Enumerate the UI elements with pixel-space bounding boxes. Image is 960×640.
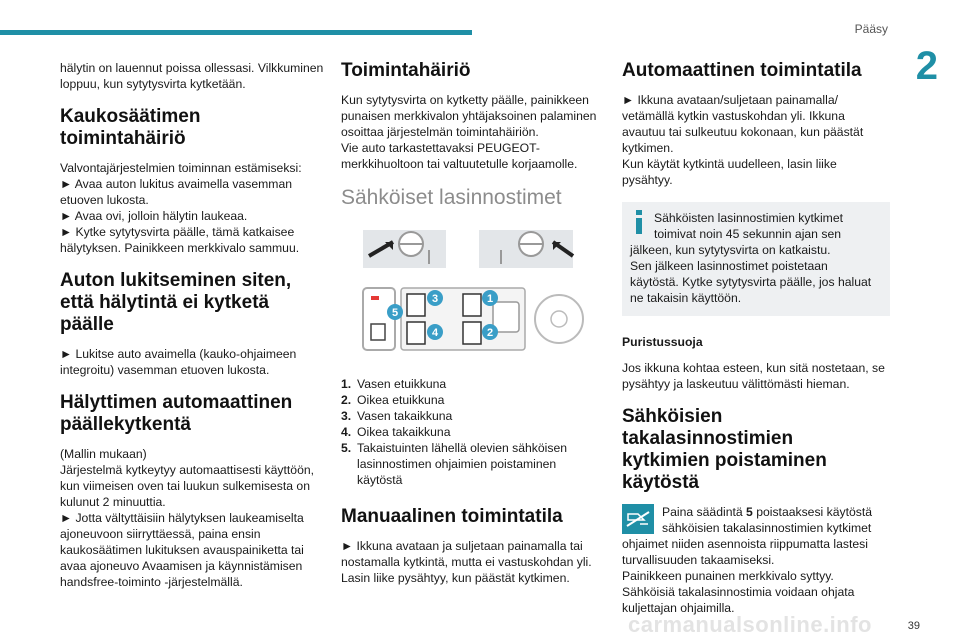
auto-alarm-text: (Mallin mukaan) Järjestelmä kytkeytyy automaattisesti käyttöön, kun viimeisen oven tai luukun sulkemisesta on kulunut 2 minuuttia. ► Jotta vältyttäisiin hälytyksen laukeamiselta ajoneuvoon siirryttäessä, paina ensin kaukosäätimen lukituksen avauspainiketta tai avaa ajoneuvo Avaamisen ja käynnistämisen handsfree-toiminto -järjestelmällä. bbox=[60, 447, 315, 589]
lock-without-alarm-text: ► Lukitse auto avaimella (kauko-ohjaimeen integroitu) vasemman etuoven lukosta. bbox=[60, 347, 297, 377]
legend-item: 2. Oikea etuikkuna bbox=[341, 393, 445, 407]
auto-alarm-heading: Hälyttimen automaattinen päällekytkentä bbox=[60, 392, 293, 435]
right-door-window-graphic bbox=[479, 230, 573, 268]
lock-without-alarm-heading: Auton lukitseminen siten, että hälytintä ei kytketä päälle bbox=[60, 270, 292, 335]
callout-5 bbox=[387, 304, 403, 320]
svg-text:2: 2 bbox=[486, 327, 494, 339]
callout-1 bbox=[482, 290, 498, 306]
section-label: Pääsy bbox=[854, 22, 888, 36]
callout-2 bbox=[482, 324, 498, 340]
column-left bbox=[60, 60, 330, 604]
intro-paragraph: hälytin on lauennut poissa ollessasi. Vilkkuminen loppuu, kun sytytysvirta kytketään. bbox=[60, 61, 324, 91]
electric-windows-heading: Sähköiset lasinnostimet bbox=[341, 186, 562, 209]
window-switches-illustration bbox=[341, 228, 611, 358]
legend-item: 1. Vasen etuikkuna bbox=[341, 377, 447, 391]
pinch-protection-heading: Puristussuoja bbox=[622, 335, 703, 349]
header-accent-bar bbox=[0, 30, 472, 35]
legend-item: 5. Takaistuinten lähellä olevien sähköisen lasinnostimen ohjaimien poistaminen käytöstä bbox=[341, 441, 568, 487]
svg-text:5: 5 bbox=[391, 307, 399, 319]
legend-item: 4. Oikea takaikkuna bbox=[341, 425, 451, 439]
remote-fault-heading: Kaukosäätimen toimintahäiriö bbox=[60, 106, 201, 149]
fault-heading: Toimintahäiriö bbox=[341, 60, 471, 81]
pinch-protection-text: Jos ikkuna kohtaa esteen, kun sitä nostetaan, se pysähtyy ja laskeutuu välittömästi hieman. bbox=[622, 361, 885, 391]
callout-3 bbox=[427, 290, 443, 306]
info-icon bbox=[630, 210, 648, 234]
disable-rear-switches-text: Paina säädintä 5 poistaaksesi käytöstä sähköisien takalasinnostimien kytkimet ohjaimet niiden asennoista riippumatta lastesi turvallisuuden takaamiseksi. Painikkeen punainen merkkivalo syttyy. Sähköisiä takalasinnostimia voidaan ohjata kuljettajan ohjaimilla. bbox=[622, 505, 873, 615]
left-door-window-graphic bbox=[363, 230, 446, 268]
auto-mode-text: ► Ikkuna avataan/suljetaan painamalla/ vetämällä kytkin vastuskohdan yli. Ikkuna avautuu tai sulkeutuu kokonaan, kun päästät kytkimen. Kun käytät kytkintä uudelleen, lasin liike pysähtyy. bbox=[622, 93, 864, 187]
watermark: carmanualsonline.info bbox=[628, 612, 872, 637]
manual-mode-heading: Manuaalinen toimintatila bbox=[341, 506, 563, 527]
legend-item: 3. Vasen takaikkuna bbox=[341, 409, 453, 423]
remote-fault-text: Valvontajärjestelmien toiminnan estämiseksi: ► Avaa auton lukitus avaimella vasemman etuoven lukosta. ► Avaa ovi, jolloin hälytin laukeaa. ► Kytke sytytysvirta päälle, tämä katkaisee hälytyksen. Painikkeen merkkivalo sammuu. bbox=[60, 161, 302, 255]
svg-text:4: 4 bbox=[431, 327, 439, 339]
svg-text:3: 3 bbox=[431, 293, 439, 305]
fault-text: Kun sytytysvirta on kytketty päälle, painikkeen punaisen merkkivalon yhtäjaksoinen palaminen osoittaa järjestelmän toimintahäiriön. Vie auto tarkastettavaksi PEUGEOT- merkkihuoltoon tai valtuutetulle korjaamolle. bbox=[341, 93, 597, 171]
manual-mode-text: ► Ikkuna avataan ja suljetaan painamalla tai nostamalla kytkintä, mutta ei vastuskohdan yli. Lasin liike pysähtyy, kun päästät kytkimen. bbox=[341, 539, 592, 585]
disable-rear-switches-heading: Sähköisien takalasinnostimien kytkimien poistaminen käytöstä bbox=[622, 406, 827, 493]
figure-legend bbox=[341, 376, 611, 488]
chapter-number: 2 bbox=[915, 44, 938, 88]
column-right bbox=[622, 60, 890, 630]
page-number: 39 bbox=[907, 620, 920, 632]
child-lock-window-icon bbox=[622, 504, 654, 534]
info-note: Sähköisten lasinnostimien kytkimet toimivat noin 45 sekunnin ajan sen jälkeen, kun sytytysvirta on katkaistu. Sen jälkeen lasinnostimet poistetaan käytöstä. Kytke sytytysvirta päälle, jos haluat ne takaisin käyttöön. bbox=[622, 202, 890, 316]
auto-mode-heading: Automaattinen toimintatila bbox=[622, 60, 862, 81]
callout-4 bbox=[427, 324, 443, 340]
column-middle bbox=[341, 60, 611, 600]
svg-text:1: 1 bbox=[486, 293, 494, 305]
